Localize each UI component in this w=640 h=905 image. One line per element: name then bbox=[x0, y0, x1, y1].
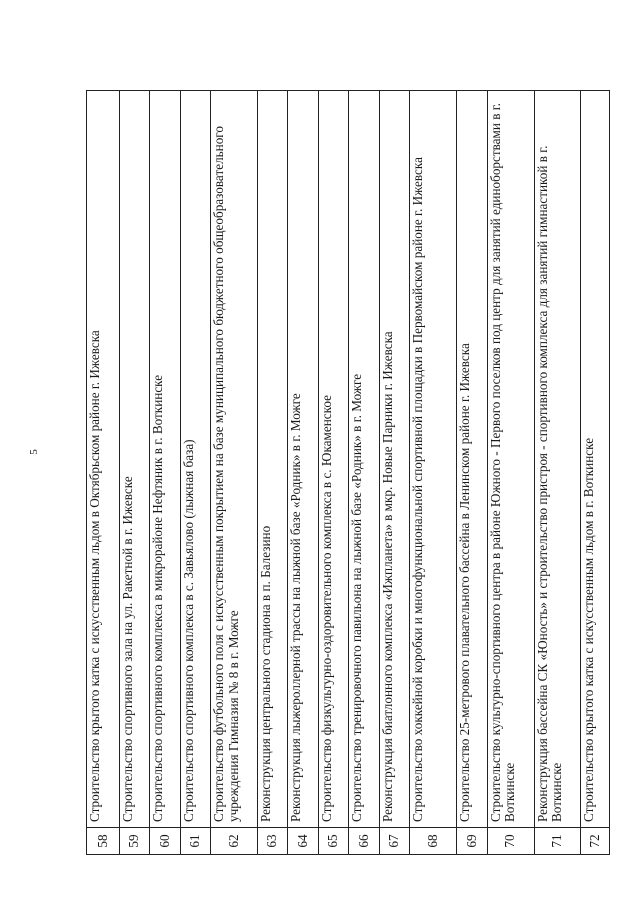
table-row bbox=[257, 91, 288, 855]
row-text: Строительство крытого катка с искусственным льдом в г. Воткинске bbox=[581, 91, 610, 828]
row-number: 59 bbox=[119, 828, 150, 855]
row-text: Реконструкция лыжероллерной трассы на лыжной базе «Родник» в г. Можге bbox=[288, 91, 319, 828]
table-row bbox=[150, 91, 181, 855]
row-text: Строительство 25-метрового плавательного бассейна в Ленинском районе г. Ижевска bbox=[457, 91, 488, 828]
table-row bbox=[534, 91, 581, 855]
row-text: Строительство тренировочного павильона на лыжной базе «Родник» в г. Можге bbox=[349, 91, 380, 828]
row-text: Строительство спортивного зала на ул. Ракетной в г. Ижевске bbox=[119, 91, 150, 828]
row-text: Строительство культурно-спортивного центра в районе Южного - Первого поселков под центр для занятий единоборствами в г. Воткинске bbox=[487, 91, 534, 828]
table-row bbox=[487, 91, 534, 855]
table-row bbox=[87, 91, 120, 855]
row-text: Строительство хоккейной коробки и многофункциональной спортивной площадки в Первомайском районе г. Ижевска bbox=[410, 91, 457, 828]
row-text: Реконструкция биатлонного комплекса «Ижпланета» в мкр. Новые Парники г. Ижевска bbox=[379, 91, 410, 828]
row-number: 60 bbox=[150, 828, 181, 855]
table-row bbox=[119, 91, 150, 855]
table-row bbox=[457, 91, 488, 855]
row-number: 58 bbox=[87, 828, 120, 855]
table-row bbox=[318, 91, 349, 855]
table-row bbox=[410, 91, 457, 855]
table-row bbox=[581, 91, 610, 855]
row-number: 63 bbox=[257, 828, 288, 855]
page-number: 5 bbox=[28, 449, 40, 455]
row-number: 64 bbox=[288, 828, 319, 855]
table-row bbox=[180, 91, 211, 855]
row-number: 72 bbox=[581, 828, 610, 855]
row-number: 66 bbox=[349, 828, 380, 855]
row-text: Строительство футбольного поля с искусственным покрытием на базе муниципального бюджетного общеобразовательного учреждения Гимназия № 8 в г. Можге bbox=[211, 91, 258, 828]
table-row bbox=[211, 91, 258, 855]
objects-table bbox=[86, 90, 610, 855]
row-text: Строительство крытого катка с искусственным льдом в Октябрьском районе г. Ижевска bbox=[87, 91, 120, 828]
table-row bbox=[379, 91, 410, 855]
row-text: Строительство спортивного комплекса в микрорайоне Нефтяник в г. Воткинске bbox=[150, 91, 181, 828]
row-text: Реконструкция центрального стадиона в п. Балезино bbox=[257, 91, 288, 828]
row-text: Реконструкция бассейна СК «Юность» и строительство пристроя - спортивного комплекса для занятий гимнастикой в г. Воткинске bbox=[534, 91, 581, 828]
row-number: 71 bbox=[534, 828, 581, 855]
rotated-table-wrapper bbox=[86, 91, 610, 855]
row-number: 70 bbox=[487, 828, 534, 855]
row-number: 67 bbox=[379, 828, 410, 855]
row-text: Строительство физкультурно-оздоровительного комплекса в с. Юкаменское bbox=[318, 91, 349, 828]
row-number: 65 bbox=[318, 828, 349, 855]
row-number: 68 bbox=[410, 828, 457, 855]
table-row bbox=[349, 91, 380, 855]
row-number: 69 bbox=[457, 828, 488, 855]
row-number: 61 bbox=[180, 828, 211, 855]
row-text: Строительство спортивного комплекса в с. Завьялово (лыжная база) bbox=[180, 91, 211, 828]
table-row bbox=[288, 91, 319, 855]
row-number: 62 bbox=[211, 828, 258, 855]
